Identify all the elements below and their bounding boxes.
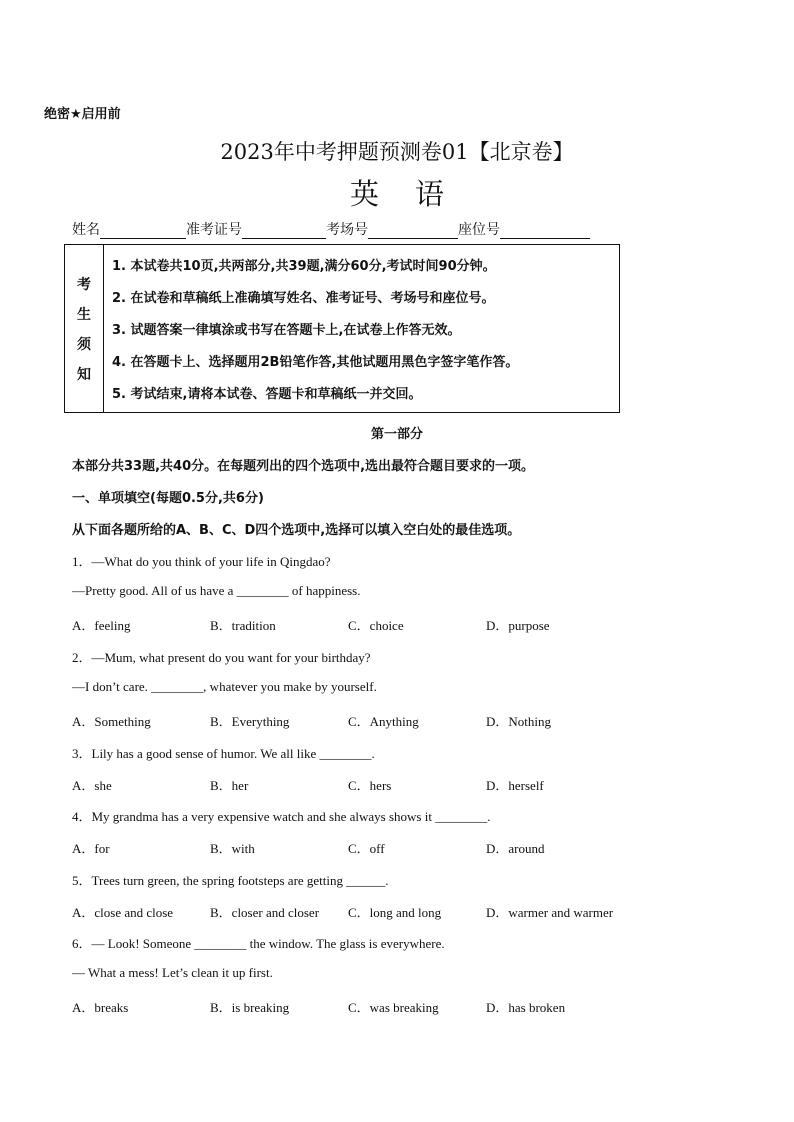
option-d[interactable]: D．Nothing [486, 714, 552, 729]
option-a[interactable]: A．breaks [72, 1000, 129, 1015]
option-c[interactable]: C．Anything [348, 714, 419, 729]
option-a[interactable]: A．she [72, 778, 112, 793]
option-b[interactable]: B．tradition [210, 618, 276, 633]
question-stem: 1．—What do you think of your life in Qingdao? [72, 554, 331, 569]
option-d[interactable]: D．warmer and warmer [486, 905, 614, 920]
part-heading: 第一部分 [370, 427, 423, 442]
section-instruction: 从下面各题所给的A、B、C、D四个选项中,选择可以填入空白处的最佳选项。 [72, 523, 521, 538]
notes-label [65, 245, 104, 412]
notes-label-char: 生 [77, 306, 91, 323]
exam-id-label: 准考证号 [186, 222, 242, 238]
option-d[interactable]: D．purpose [486, 618, 550, 633]
option-a[interactable]: A．Something [72, 714, 151, 729]
question-stem: 3．Lily has a good sense of humor. We all like ________. [72, 746, 375, 761]
question-stem: 6．— Look! Someone ________ the window. The glass is everywhere. [72, 936, 445, 951]
option-c[interactable]: C．was breaking [348, 1000, 439, 1015]
option-a[interactable]: A．close and close [72, 905, 174, 920]
option-b[interactable]: B．closer and closer [210, 905, 320, 920]
note-item: 4. 在答题卡上、选择题用2B铅笔作答,其他试题用黑色字签字笔作答。 [112, 355, 519, 370]
option-c[interactable]: C．choice [348, 618, 404, 633]
option-a[interactable]: A．for [72, 841, 110, 856]
option-b[interactable]: B．is breaking [210, 1000, 290, 1015]
option-d[interactable]: D．around [486, 841, 545, 856]
room-label: 考场号 [326, 222, 368, 238]
option-d[interactable]: D．herself [486, 778, 544, 793]
option-a[interactable]: A．feeling [72, 618, 131, 633]
confidential-label: 绝密★启用前 [44, 107, 121, 122]
option-c[interactable]: C．off [348, 841, 385, 856]
option-b[interactable]: B．Everything [210, 714, 290, 729]
notes-list [104, 245, 619, 412]
section-title: 一、单项填空(每题0.5分,共6分) [72, 491, 264, 506]
question-stem: — What a mess! Let’s clean it up first. [72, 965, 273, 980]
option-c[interactable]: C．long and long [348, 905, 442, 920]
room-field[interactable] [368, 222, 458, 239]
name-field[interactable] [100, 222, 186, 239]
note-item: 1. 本试卷共10页,共两部分,共39题,满分60分,考试时间90分钟。 [112, 259, 496, 274]
exam-notes-box [64, 244, 620, 413]
option-c[interactable]: C．hers [348, 778, 392, 793]
exam-id-field[interactable] [242, 222, 326, 239]
note-item: 5. 考试结束,请将本试卷、答题卡和草稿纸一并交回。 [112, 387, 422, 402]
student-info-line [72, 219, 590, 239]
question-stem: 4．My grandma has a very expensive watch and she always shows it ________. [72, 809, 491, 824]
question-stem: 2．—Mum, what present do you want for your birthday? [72, 650, 371, 665]
seat-label: 座位号 [458, 222, 500, 238]
question-stem: —Pretty good. All of us have a ________ of happiness. [72, 583, 361, 598]
notes-label-char: 考 [77, 276, 91, 293]
note-item: 3. 试题答案一律填涂或书写在答题卡上,在试卷上作答无效。 [112, 323, 461, 338]
question-stem: —I don’t care. ________, whatever you make by yourself. [72, 679, 377, 694]
seat-field[interactable] [500, 222, 590, 239]
question-stem: 5．Trees turn green, the spring footsteps are getting ______. [72, 873, 389, 888]
name-label: 姓名 [72, 222, 100, 238]
page-title: 2023年中考押题预测卷01【北京卷】 [220, 140, 574, 164]
option-d[interactable]: D．has broken [486, 1000, 566, 1015]
part-intro: 本部分共33题,共40分。在每题列出的四个选项中,选出最符合题目要求的一项。 [72, 459, 535, 474]
option-b[interactable]: B．with [210, 841, 255, 856]
note-item: 2. 在试卷和草稿纸上准确填写姓名、准考证号、考场号和座位号。 [112, 291, 495, 306]
notes-label-char: 须 [77, 336, 91, 353]
option-b[interactable]: B．her [210, 778, 249, 793]
notes-label-char: 知 [77, 366, 91, 383]
subject-title: 英语 [349, 177, 480, 211]
